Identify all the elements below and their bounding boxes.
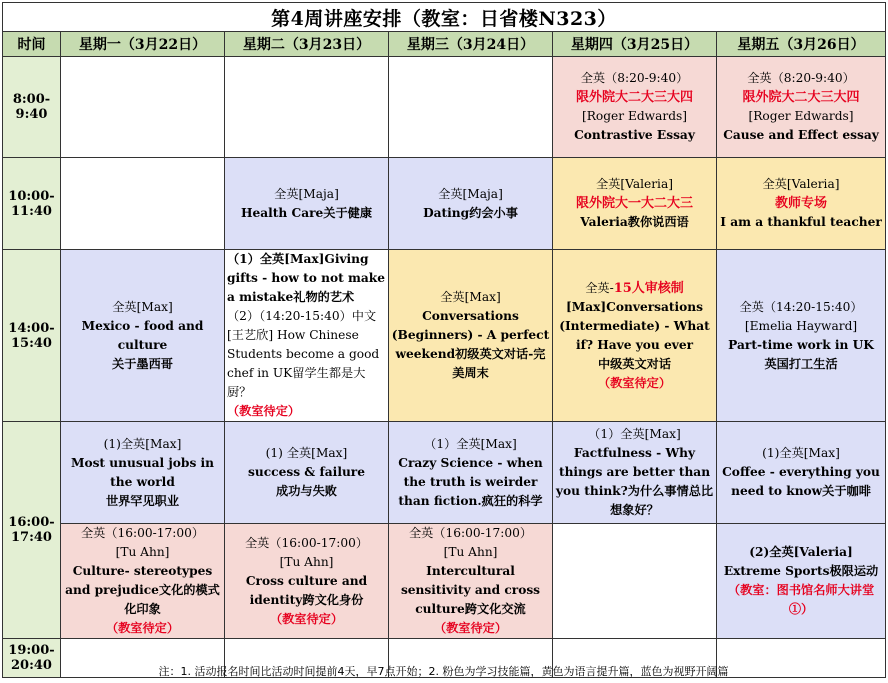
- schedule-sheet: [2, 2, 885, 678]
- session-topic: Conversations (Beginners) - A perfect weekend初级英文对话-完美周末: [391, 309, 550, 380]
- sheet-title: 第4周讲座安排（教室：日省楼N323）: [3, 3, 886, 32]
- session-topic-cn: 英国打工生活: [764, 356, 838, 371]
- session-speaker: (1) 全英[Max]: [265, 446, 348, 460]
- session-speaker: (1)全英[Max]: [762, 446, 840, 460]
- session-speaker: 全英[Max]: [440, 290, 501, 304]
- session-topic: Culture- stereotypes and prejudice文化的模式化印象: [65, 564, 220, 616]
- session-topic: Part-time work in UK: [728, 337, 874, 352]
- session-speaker: [Tu Ahn]: [443, 545, 498, 559]
- cell-tue-slot1: [225, 57, 389, 158]
- room-note: （教室：图书馆名师大讲堂①）: [727, 583, 875, 616]
- session-speaker: 全英[Valeria]: [596, 177, 673, 191]
- cell-thu-slot4a: [553, 422, 717, 524]
- header-friday: 星期五（3月26日）: [717, 32, 886, 57]
- session-topic-cn: 关于墨西哥: [112, 356, 173, 371]
- session-topic: success & failure: [248, 465, 365, 479]
- cell-tue-slot3: [225, 250, 389, 422]
- session-topic: Mexico - food and culture: [81, 318, 204, 352]
- session-topic-cn: 成功与失败: [276, 484, 337, 498]
- session-topic: Health Care关于健康: [240, 205, 373, 220]
- cell-fri-slot4a: [717, 422, 886, 524]
- cell-tue-slot4b: [225, 524, 389, 639]
- cell-mon-slot4b: [61, 524, 225, 639]
- session-topic: Intercultural sensitivity and cross culture跨文化交流: [400, 564, 541, 616]
- footnote: 注：1. 活动报名时间比活动时间提前4天，早7点开始；2. 粉色为学习技能篇，黄色为语言提升篇，蓝色为视野开阔篇: [158, 665, 729, 678]
- cell-wed-slot4a: [389, 422, 553, 524]
- room-tbd: （教室待定）: [433, 621, 508, 635]
- session-topic: Extreme Sports极限运动: [723, 564, 879, 578]
- session-restriction: 教师专场: [775, 196, 828, 211]
- session-topic: Factfulness - Why things are better than you think?为什么事情总比想象好？: [555, 446, 714, 517]
- cell-wed-slot2: [389, 158, 553, 250]
- session-speaker: 全英[Max]: [112, 299, 173, 314]
- session-speaker: 全英[Valeria]: [762, 177, 840, 191]
- cell-wed-slot1: [389, 57, 553, 158]
- session-topic-cn: 中级英文对话: [597, 356, 672, 371]
- session-language: 全英-: [585, 280, 614, 295]
- cell-thu-slot1: [553, 57, 717, 158]
- header-monday: 星期一（3月22日）: [61, 32, 225, 57]
- header-time: 时间: [3, 32, 61, 57]
- session-speaker: 全英[Maja]: [438, 186, 503, 201]
- cell-mon-slot2: [61, 158, 225, 250]
- cell-tue-slot2: [225, 158, 389, 250]
- session-topic: Contrastive Essay: [574, 128, 695, 142]
- cell-thu-slot4b: [553, 524, 717, 639]
- cell-fri-slot4b: [717, 524, 886, 639]
- room-tbd: （教室待定）: [105, 621, 180, 635]
- session-topic: Valeria教你说西语: [580, 215, 689, 229]
- cell-tue-slot4a: [225, 422, 389, 524]
- room-tbd: （教室待定）: [227, 404, 301, 418]
- session-time: 全英（16:00-17:00）: [408, 526, 533, 540]
- room-tbd: （教室待定）: [597, 375, 672, 390]
- header-tuesday: 星期二（3月23日）: [225, 32, 389, 57]
- session-speaker: 全英[Maja]: [274, 186, 339, 201]
- session-speaker: （1）全英[Max]: [424, 436, 517, 451]
- session-speaker: [Tu Ahn]: [279, 554, 334, 569]
- session-speaker: （1）全英[Max]: [588, 427, 681, 441]
- time-slot-1: 8:00-9:40: [3, 57, 61, 158]
- time-slot-4: 16:00-17:40: [3, 422, 61, 639]
- schedule-table: [2, 2, 886, 678]
- cell-fri-slot2: [717, 158, 886, 250]
- session-topic: Most unusual jobs in the world: [70, 455, 215, 489]
- session-speaker: [Tu Ahn]: [115, 545, 170, 559]
- time-slot-2: 10:00-11:40: [3, 158, 61, 250]
- session-topic: Coffee - everything you need to know关于咖啡: [722, 465, 880, 498]
- session-restriction: 15人审核制: [613, 280, 684, 296]
- time-slot-3: 14:00-15:40: [3, 250, 61, 422]
- session-topic-1: （1）全英[Max]Giving gifts - how to not make a mistake礼物的艺术: [227, 252, 386, 304]
- cell-wed-slot4b: [389, 524, 553, 639]
- cell-mon-slot1: [61, 57, 225, 158]
- session-speaker: [Roger Edwards]: [581, 109, 688, 123]
- session-time: 全英（14:20-15:40）: [739, 299, 863, 314]
- session-restriction: 限外院大一大二大三: [575, 196, 693, 211]
- session-topic: Cross culture and identity跨文化身份: [245, 573, 368, 607]
- session-restriction: 限外院大二大三大四: [742, 90, 860, 105]
- session-speaker: [Emelia Hayward]: [744, 318, 858, 333]
- cell-fri-slot1: [717, 57, 886, 158]
- session-restriction: 限外院大二大三大四: [575, 90, 693, 105]
- header-wednesday: 星期三（3月24日）: [389, 32, 553, 57]
- session-time: 全英（16:00-17:00）: [80, 526, 205, 540]
- session-speaker: [Roger Edwards]: [748, 109, 854, 123]
- session-topic-cn: 世界罕见职业: [105, 493, 180, 508]
- session-speaker: (2)全英[Valeria]: [749, 545, 853, 559]
- session-time: 全英（16:00-17:00）: [244, 535, 369, 550]
- cell-thu-slot3: [553, 250, 717, 422]
- session-topic: Cause and Effect essay: [723, 128, 879, 142]
- room-tbd: （教室待定）: [269, 611, 344, 626]
- cell-mon-slot3: [61, 250, 225, 422]
- session-speaker-line: [555, 279, 714, 298]
- session-speaker: (1)全英[Max]: [103, 436, 182, 451]
- cell-mon-slot4a: [61, 422, 225, 524]
- session-topic: I am a thankful teacher: [720, 215, 882, 229]
- session-topic: [Max]Conversations (Intermediate) - What if? Have you ever: [559, 299, 710, 352]
- session-topic: Crazy Science - when the truth is weirder than fiction.疯狂的科学: [398, 455, 543, 508]
- cell-thu-slot2: [553, 158, 717, 250]
- session-time: 全英（8:20-9:40）: [747, 71, 855, 85]
- header-thursday: 星期四（3月25日）: [553, 32, 717, 57]
- time-slot-5: 19:00-20:40: [3, 639, 61, 678]
- session-topic-2: （2）（14:20-15:40）中文[王艺欣] How Chinese Students become a good chef in UK留学生都是大厨？: [227, 309, 380, 399]
- session-topic: Dating约会小事: [423, 205, 518, 220]
- session-time: 全英（8:20-9:40）: [580, 71, 689, 85]
- cell-fri-slot3: [717, 250, 886, 422]
- cell-wed-slot3: [389, 250, 553, 422]
